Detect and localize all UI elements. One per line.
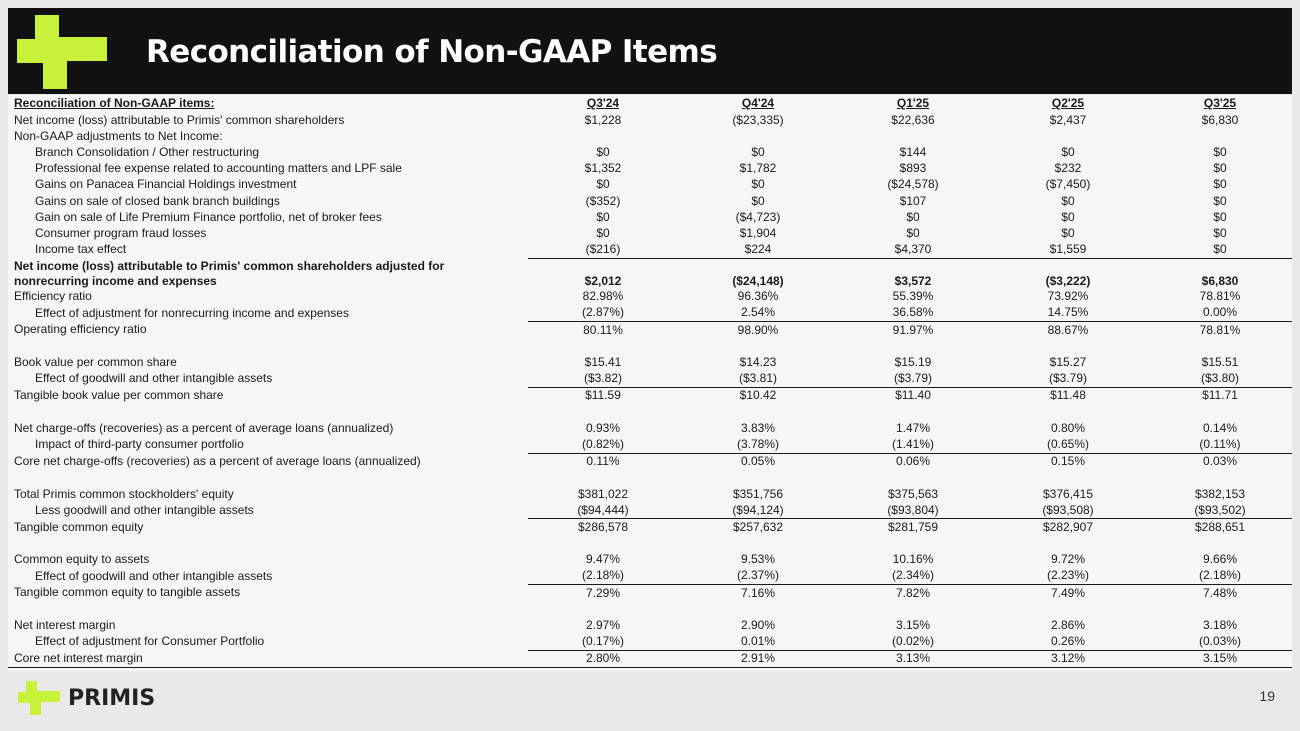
cell: $257,632 — [732, 519, 784, 534]
cell: $0 — [596, 144, 610, 159]
row-label: Gains on Panacea Financial Holdings investment — [35, 177, 297, 192]
cell: ($23,335) — [732, 112, 784, 127]
cell: $11.40 — [895, 388, 931, 403]
cell: 91.97% — [892, 322, 934, 337]
cell: $0 — [1061, 144, 1075, 159]
cell: 2.90% — [740, 618, 776, 633]
cell: 3.15% — [895, 618, 931, 633]
cell: 7.29% — [585, 585, 621, 600]
cell: (0.82%) — [528, 436, 678, 453]
row-label: Net charge-offs (recoveries) as a percent of average loans (annualized) — [14, 420, 394, 435]
cell: 78.81% — [1199, 322, 1241, 337]
cell: 7.16% — [740, 585, 776, 600]
table-row — [8, 617, 1292, 633]
cell: 96.36% — [737, 289, 779, 304]
cell: $10.42 — [739, 388, 777, 403]
cell: ($3.81) — [678, 371, 838, 388]
table-row — [8, 650, 1292, 667]
row-label: Gains on sale of closed bank branch buildings — [35, 193, 280, 208]
column-header: Q1'25 — [896, 96, 930, 110]
cell: 88.67% — [1047, 322, 1089, 337]
row-label: Tangible common equity — [14, 519, 144, 534]
cell: 98.90% — [737, 322, 779, 337]
cell: 2.97% — [585, 618, 621, 633]
table-row — [8, 322, 1292, 339]
cell: 3.18% — [1202, 618, 1238, 633]
cell: (2.34%) — [838, 568, 988, 585]
cell: 0.15% — [1050, 454, 1086, 469]
table-row — [8, 634, 1292, 651]
cell: 0.06% — [895, 454, 931, 469]
cell: 2.86% — [1050, 618, 1086, 633]
cell: $375,563 — [887, 486, 939, 501]
spacer-row — [8, 338, 1292, 354]
column-header: Q3'24 — [586, 96, 620, 110]
cell: $232 — [1054, 161, 1082, 176]
cell: ($4,723) — [735, 209, 781, 224]
row-label: Consumer program fraud losses — [35, 225, 207, 240]
row-label: Net interest margin — [14, 618, 116, 633]
cell: ($3.82) — [528, 371, 678, 388]
cell: $2,437 — [1049, 112, 1087, 127]
cell: $0 — [906, 209, 920, 224]
row-label: Gain on sale of Life Premium Finance portfolio, net of broker fees — [35, 209, 382, 224]
column-header: Q3'25 — [1203, 96, 1237, 110]
cell: 3.83% — [740, 420, 776, 435]
cell: (2.18%) — [1148, 568, 1292, 585]
cell: $288,651 — [1194, 519, 1246, 534]
row-label: Impact of third-party consumer portfolio — [35, 437, 244, 452]
cell: ($3.79) — [988, 371, 1148, 388]
cell: $0 — [1061, 193, 1075, 208]
cell: (0.65%) — [988, 436, 1148, 453]
cell: $0 — [1213, 193, 1227, 208]
row-label: Effect of goodwill and other intangible assets — [35, 371, 273, 386]
cell: (2.23%) — [988, 568, 1148, 585]
cell: ($93,502) — [1148, 502, 1292, 519]
spacer-row — [8, 470, 1292, 486]
cell — [528, 128, 678, 144]
cell: $11.71 — [1202, 388, 1238, 403]
cell: 7.48% — [1202, 585, 1238, 600]
cell: 9.47% — [585, 552, 621, 567]
table-row — [8, 177, 1292, 193]
cell: $2,012 — [584, 273, 622, 288]
cell: (0.03%) — [1148, 634, 1292, 651]
cell: $15.27 — [1049, 355, 1087, 370]
cell — [838, 128, 988, 144]
cell: 10.16% — [892, 552, 934, 567]
cell: (3.78%) — [678, 436, 838, 453]
cell: 14.75% — [988, 305, 1148, 322]
table-row — [8, 209, 1292, 225]
cell: $282,907 — [1042, 519, 1094, 534]
table-row — [8, 585, 1292, 602]
cell: 9.72% — [1050, 552, 1086, 567]
cell: 2.91% — [678, 650, 838, 667]
cell: 0.80% — [1050, 420, 1086, 435]
cell: $0 — [1213, 225, 1227, 240]
cell: $0 — [751, 177, 765, 192]
table-row — [8, 161, 1292, 177]
cell — [1148, 128, 1292, 144]
column-header: Q2'25 — [1051, 96, 1085, 110]
spacer-row — [8, 404, 1292, 420]
table-row — [8, 453, 1292, 470]
cell: (2.37%) — [678, 568, 838, 585]
cell — [678, 128, 838, 144]
cell: (0.17%) — [528, 634, 678, 651]
table-row — [8, 436, 1292, 453]
cell: $281,759 — [887, 519, 939, 534]
cell: $11.59 — [585, 388, 621, 403]
cell: 0.93% — [585, 420, 621, 435]
cell: ($24,148) — [732, 273, 784, 288]
cell: (2.87%) — [528, 305, 678, 322]
cell: ($352) — [585, 193, 621, 208]
reconciliation-table — [8, 95, 1292, 668]
row-label: Tangible common equity to tangible assets — [14, 585, 241, 600]
cell: $1,352 — [584, 161, 622, 176]
cell: $15.19 — [894, 355, 932, 370]
cell: $1,559 — [988, 242, 1148, 259]
cell: 82.98% — [582, 289, 624, 304]
cell: $11.48 — [1050, 388, 1086, 403]
cell: $0 — [596, 225, 610, 240]
cell: $0 — [751, 193, 765, 208]
cell: $224 — [678, 242, 838, 259]
cell: $286,578 — [577, 519, 629, 534]
cell: $15.41 — [584, 355, 622, 370]
row-label: Core net interest margin — [8, 650, 528, 667]
title-banner — [8, 8, 1292, 94]
cell: $0 — [1213, 161, 1227, 176]
cell: 36.58% — [838, 305, 988, 322]
cell: 9.53% — [740, 552, 776, 567]
primis-cross-logo-icon — [13, 13, 113, 91]
row-label: Effect of adjustment for Consumer Portfolio — [35, 634, 265, 649]
cell: $1,904 — [739, 225, 777, 240]
cell: $893 — [899, 161, 927, 176]
cell: 55.39% — [892, 289, 934, 304]
page-number: 19 — [1259, 688, 1275, 704]
cell: 0.03% — [1202, 454, 1238, 469]
table-row — [8, 112, 1292, 128]
brand-name: PRIMIS — [68, 685, 156, 711]
cell: 80.11% — [583, 322, 623, 337]
cell: ($3.79) — [838, 371, 988, 388]
spacer-row — [8, 601, 1292, 617]
cell — [988, 128, 1148, 144]
footer-logo — [16, 680, 155, 716]
cell: ($3.80) — [1148, 371, 1292, 388]
row-label: Effect of goodwill and other intangible assets — [35, 568, 273, 583]
cell: $14.23 — [739, 355, 777, 370]
cell: (0.11%) — [1148, 436, 1292, 453]
row-label: Total Primis common stockholders' equity — [14, 486, 234, 501]
cell: ($94,444) — [528, 502, 678, 519]
cell: $6,830 — [1201, 112, 1239, 127]
cell: $4,370 — [838, 242, 988, 259]
cell: 0.01% — [678, 634, 838, 651]
cell: 7.49% — [1050, 585, 1086, 600]
cell: 0.26% — [988, 634, 1148, 651]
row-label: Book value per common share — [14, 355, 177, 370]
cell: 7.82% — [895, 585, 931, 600]
cell: ($93,804) — [838, 502, 988, 519]
table-row — [8, 144, 1292, 160]
cell: ($94,124) — [678, 502, 838, 519]
cell: 0.11% — [586, 454, 620, 469]
row-label: Efficiency ratio — [14, 289, 92, 304]
cell: $144 — [899, 144, 927, 159]
cell: $381,022 — [577, 486, 629, 501]
row-label: Effect of adjustment for nonrecurring income and expenses — [35, 305, 349, 320]
cell: ($93,508) — [988, 502, 1148, 519]
column-header: Q4'24 — [741, 96, 775, 110]
table-header-row — [8, 95, 1292, 112]
cell: 3.12% — [988, 650, 1148, 667]
table-row — [8, 519, 1292, 536]
cell: $3,572 — [894, 273, 932, 288]
cell: $0 — [1213, 209, 1227, 224]
cell: 0.05% — [740, 454, 776, 469]
row-label: Professional fee expense related to accounting matters and LPF sale — [35, 161, 402, 176]
table-row — [8, 242, 1292, 259]
cell: 3.15% — [1148, 650, 1292, 667]
cell: ($7,450) — [1045, 177, 1091, 192]
table-row — [8, 420, 1292, 436]
row-label: Branch Consolidation / Other restructuring — [35, 144, 260, 159]
cell: $0 — [1061, 209, 1075, 224]
cell: $0 — [596, 177, 610, 192]
table-row — [8, 258, 1292, 289]
row-label: Tangible book value per common share — [14, 388, 224, 403]
cell: $376,415 — [1042, 486, 1094, 501]
cell: 0.14% — [1202, 420, 1238, 435]
table-row — [8, 128, 1292, 144]
cell: $351,756 — [732, 486, 784, 501]
table-row — [8, 387, 1292, 404]
cell: $22,636 — [891, 112, 935, 127]
cell: 73.92% — [1047, 289, 1089, 304]
table-row — [8, 354, 1292, 370]
cell: $0 — [1213, 177, 1227, 192]
reconciliation-table-container — [8, 95, 1292, 671]
spacer-row — [8, 536, 1292, 552]
table-row — [8, 305, 1292, 322]
cell: $0 — [1061, 225, 1075, 240]
cell: $1,782 — [739, 161, 777, 176]
cell: 78.81% — [1199, 289, 1241, 304]
page-title: Reconciliation of Non-GAAP Items — [146, 34, 718, 70]
row-label: Less goodwill and other intangible assets — [35, 502, 254, 517]
table-header-label: Reconciliation of Non-GAAP items: — [14, 96, 215, 110]
cell: 2.80% — [528, 650, 678, 667]
cell: (0.02%) — [838, 634, 988, 651]
cell: $0 — [906, 225, 920, 240]
row-label: Net income (loss) attributable to Primis' common shareholders — [14, 112, 345, 127]
table-row — [8, 289, 1292, 305]
row-label: Core net charge-offs (recoveries) as a percent of average loans (annualized) — [14, 453, 421, 468]
cell: ($3,222) — [1045, 273, 1091, 288]
cell: $0 — [1148, 242, 1292, 259]
row-label: Common equity to assets — [14, 552, 150, 567]
cell: (2.18%) — [528, 568, 678, 585]
cell: $15.51 — [1201, 355, 1239, 370]
table-row — [8, 568, 1292, 585]
row-label: Operating efficiency ratio — [14, 322, 147, 337]
cell: $107 — [899, 193, 927, 208]
row-label: Non-GAAP adjustments to Net Income: — [14, 128, 223, 143]
cell: $382,153 — [1194, 486, 1246, 501]
cell: $6,830 — [1201, 273, 1239, 288]
cell: 0.00% — [1148, 305, 1292, 322]
cell: 1.47% — [895, 420, 931, 435]
table-row — [8, 552, 1292, 568]
cell: $0 — [596, 209, 610, 224]
table-row — [8, 371, 1292, 388]
table-row — [8, 193, 1292, 209]
row-label: Net income (loss) attributable to Primis' common shareholders adjusted for nonrecurring income and expenses — [14, 258, 445, 288]
cell: 9.66% — [1202, 552, 1238, 567]
cell: ($216) — [528, 242, 678, 259]
cell: $1,228 — [584, 112, 622, 127]
table-row — [8, 502, 1292, 519]
cell: $0 — [1213, 144, 1227, 159]
row-label: Income tax effect — [35, 242, 127, 257]
primis-cross-small-icon — [16, 680, 64, 716]
cell: 3.13% — [838, 650, 988, 667]
table-row — [8, 486, 1292, 502]
cell: ($24,578) — [887, 177, 939, 192]
table-row — [8, 225, 1292, 241]
cell: (1.41%) — [838, 436, 988, 453]
cell: 2.54% — [678, 305, 838, 322]
cell: $0 — [751, 144, 765, 159]
